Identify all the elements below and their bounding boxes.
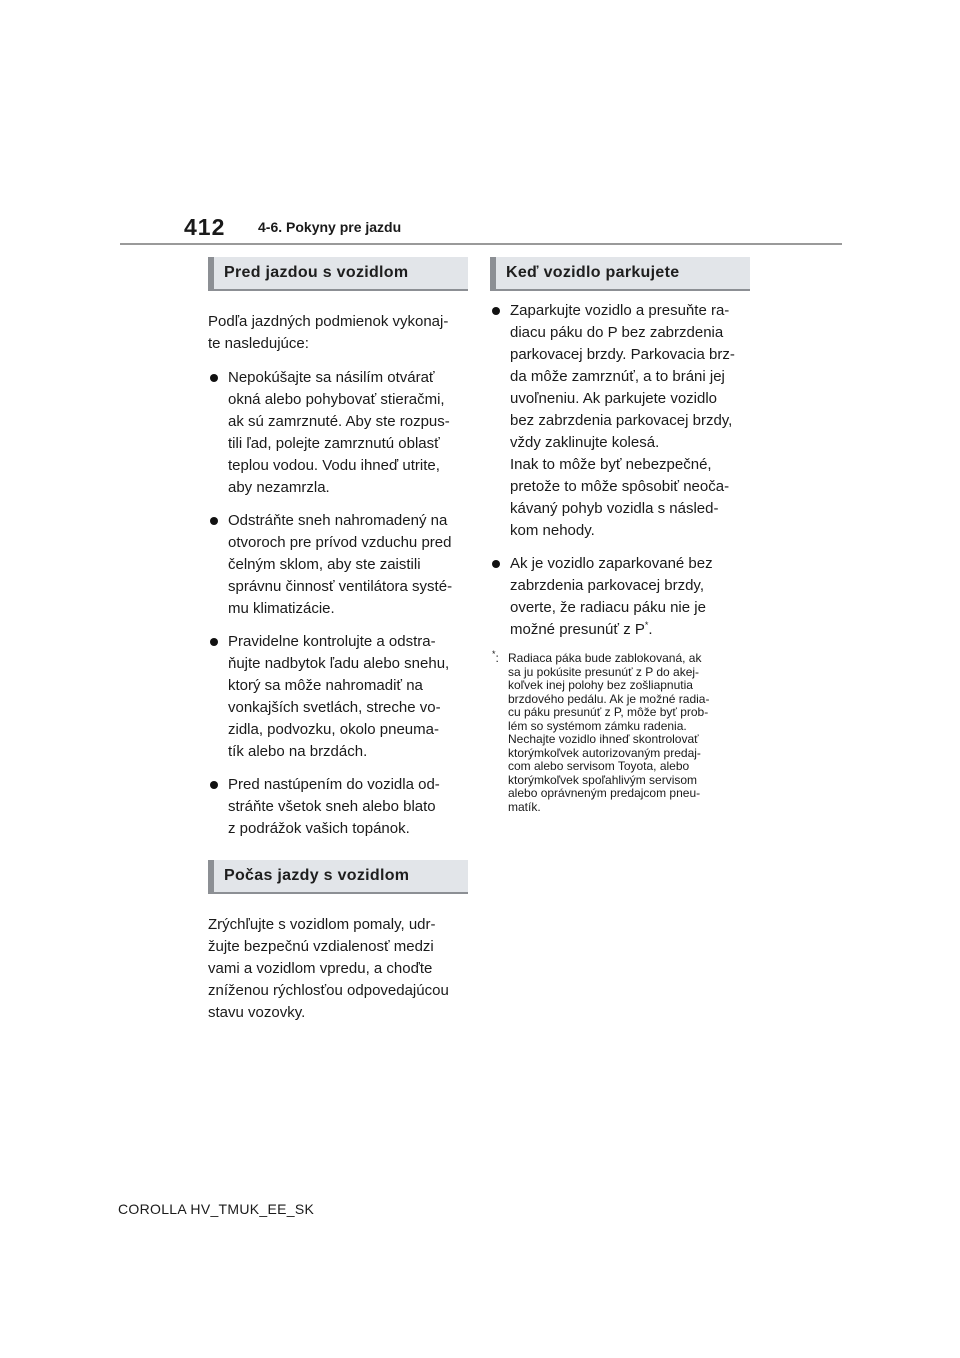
text-line: overte, že radiacu páku nie je (510, 599, 706, 616)
text-line: cu páku presunúť z P, môže byť prob- (508, 705, 709, 719)
while-driving-paragraph (208, 914, 468, 1024)
footnote-colon: : (495, 651, 499, 665)
text-line: okná alebo pohybovať stieračmi, (228, 391, 445, 408)
text-line: diacu páku do P bez zabrzdenia (510, 324, 724, 341)
text-line: ktorýmkoľvek autorizovaným predaj- (508, 745, 701, 760)
text-line: otvoroch pre prívod vzduchu pred (228, 534, 452, 551)
text-line: Odstráňte sneh nahromadený na (228, 512, 448, 529)
text-line: bez zabrzdenia parkovacej brzdy, (510, 412, 733, 429)
list-item (490, 300, 750, 542)
bullet-icon (492, 560, 500, 568)
text-line: Pred nastúpením do vozidla od- (228, 776, 440, 793)
list-item (208, 631, 468, 763)
heading-before-driving: Pred jazdou s vozidlom (208, 257, 468, 289)
footnote-reference: * (644, 620, 649, 630)
text-line: Radiaca páka bude zablokovaná, ak (508, 651, 702, 665)
footnote (490, 649, 750, 814)
bullet-icon (210, 374, 218, 382)
text-line: tík alebo na brzdách. (228, 743, 368, 760)
text-line: parkovacej brzdy. Parkovacia brz- (510, 346, 735, 363)
page-number: 412 (184, 214, 226, 240)
text-line: stráňte všetok sneh alebo blato (228, 798, 436, 815)
left-column (208, 257, 468, 1024)
text-line: ak sú zamrznuté. Aby ste rozpus- (228, 413, 450, 430)
text-line: kom nehody. (510, 522, 595, 539)
text-line: vami a vozidlom vpredu, a choďte (208, 960, 433, 977)
footnote-asterisk: * (492, 649, 496, 659)
section-title: 4-6. Pokyny pre jazdu (258, 219, 402, 235)
list-item (208, 774, 468, 840)
text-line: tili ľad, polejte zamrznutú oblasť (228, 435, 440, 452)
text-line: správnu činnosť ventilátora systé- (228, 578, 453, 595)
text-fragment: . (648, 621, 653, 638)
text-line: lém so systémom zámku radenia. (508, 718, 687, 733)
text-line: com alebo servisom Toyota, alebo (508, 759, 690, 773)
text-line: zníženou rýchlosťou odpovedajúcou (208, 982, 449, 999)
text-line: aby nezamrzla. (228, 479, 330, 496)
footer-model-code: COROLLA HV_TMUK_EE_SK (118, 1201, 315, 1217)
text-line: Nechajte vozidlo ihneď skontrolovať (508, 732, 699, 746)
list-item (208, 367, 468, 499)
header-divider (120, 243, 842, 245)
list-item (490, 553, 750, 641)
text-line: Nepokúšajte sa násilím otvárať (228, 369, 435, 386)
text-line: Inak to môže byť nebezpečné, (510, 456, 712, 473)
text-line: koľvek inej polohy bez zošliapnutia (508, 678, 693, 692)
heading-while-driving: Počas jazdy s vozidlom (208, 860, 468, 892)
text-line: ktorý sa môže nahromadiť na (228, 677, 423, 694)
text-line: vonkajších svetlách, streche vo- (228, 699, 441, 716)
text-line: čelným sklom, aby ste zaistili (228, 556, 421, 573)
heading-parking: Keď vozidlo parkujete (490, 257, 750, 289)
text-line: ktorýmkoľvek spoľahlivým servisom (508, 772, 698, 787)
text-line: žujte bezpečnú vzdialenosť medzi (208, 938, 434, 955)
text-line (510, 619, 750, 641)
list-item (208, 510, 468, 620)
text-line: Zaparkujte vozidlo a presuňte ra- (510, 302, 730, 319)
text-line: teplou vodou. Vodu ihneď utrite, (228, 457, 440, 474)
text-line: zidla, podvozku, okolo pneuma- (228, 721, 439, 738)
text-line: sa ju pokúsite presunúť z P do akej- (508, 664, 700, 679)
text-line: zabrzdenia parkovacej brzdy, (510, 577, 704, 594)
text-line: uvoľneniu. Ak parkujete vozidlo (510, 390, 718, 407)
text-line: stavu vozovky. (208, 1004, 306, 1021)
bullet-icon (210, 517, 218, 525)
text-line: brzdového pedálu. Ak je možné radia- (508, 691, 710, 706)
text-line: Zrýchľujte s vozidlom pomaly, udr- (208, 916, 436, 933)
text-line: da môže zamrznúť, a to bráni jej (510, 368, 725, 385)
text-line: mu klimatizácie. (228, 600, 335, 617)
right-column (490, 257, 750, 814)
intro-paragraph (208, 311, 468, 355)
text-line: alebo oprávneným predajcom pneu- (508, 786, 701, 800)
text-line: kávaný pohyb vozidla s násled- (510, 500, 719, 517)
bullet-icon (210, 638, 218, 646)
text-fragment: možné presunúť z P (510, 621, 645, 638)
before-driving-list (208, 367, 468, 840)
footnote-marker (492, 649, 499, 666)
bullet-icon (492, 307, 500, 315)
text-line: matík. (508, 799, 541, 814)
text-line: ňujte nadbytok ľadu alebo snehu, (228, 655, 450, 672)
text-line: Podľa jazdných podmienok vykonaj- (208, 313, 449, 330)
text-line: Ak je vozidlo zaparkované bez (510, 555, 713, 572)
text-line: pretože to môže spôsobiť neoča- (510, 478, 730, 495)
text-line: te nasledujúce: (208, 335, 309, 352)
parking-list (490, 300, 750, 641)
text-line: vždy zaklinujte kolesá. (510, 434, 660, 451)
bullet-icon (210, 781, 218, 789)
text-line: z podrážok vašich topánok. (228, 820, 410, 837)
text-line: Pravidelne kontrolujte a odstra- (228, 633, 436, 650)
